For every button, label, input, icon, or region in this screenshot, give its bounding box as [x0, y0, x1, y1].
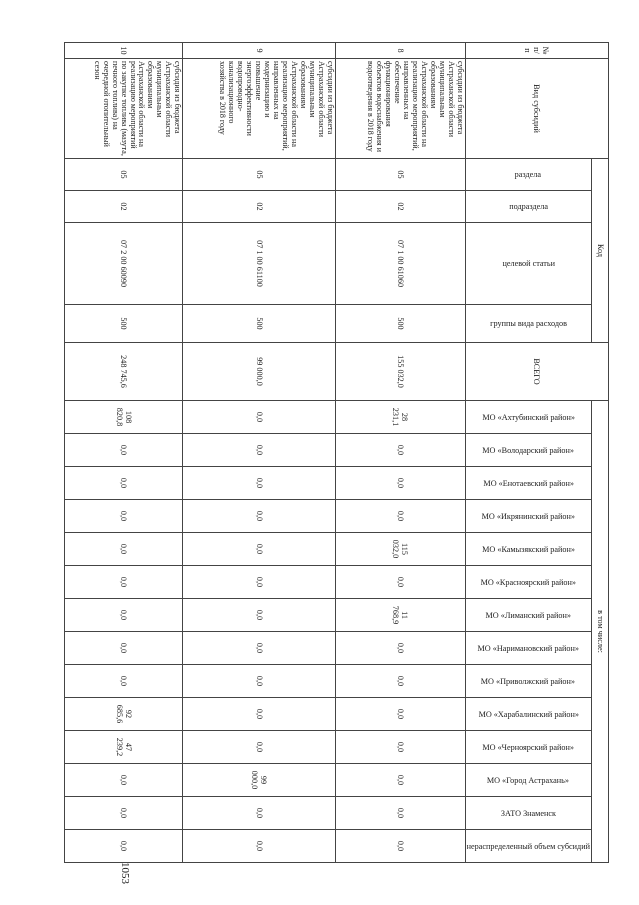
table-row: [335, 43, 465, 863]
header-code-subsection: подраздела: [465, 191, 591, 223]
header-code-target: целевой статьи: [465, 223, 591, 305]
row-value: 28 231,1: [335, 401, 465, 434]
row-subsection: 02: [65, 191, 183, 223]
row-section: 05: [183, 159, 336, 191]
row-value: 0,0: [335, 632, 465, 665]
header-municipality: МО «Харабалинский район»: [465, 698, 591, 731]
row-group: 500: [183, 305, 336, 343]
row-value: 0,0: [183, 533, 336, 566]
subsidy-table-rotated: [64, 42, 609, 862]
row-no: 9: [183, 43, 336, 59]
row-subsection: 02: [183, 191, 336, 223]
header-type: Вид субсидий: [465, 59, 608, 159]
row-value: 0,0: [65, 599, 183, 632]
header-municipality: МО «Ахтубинский район»: [465, 401, 591, 434]
row-value: 0,0: [335, 797, 465, 830]
row-value: 108 820,8: [65, 401, 183, 434]
header-municipality: МО «Город Астрахань»: [465, 764, 591, 797]
header-total: ВСЕГО: [465, 343, 608, 401]
row-value: 0,0: [335, 434, 465, 467]
row-value: 0,0: [335, 698, 465, 731]
header-code-section: раздела: [465, 159, 591, 191]
subsidy-table: [64, 42, 609, 863]
row-value: 0,0: [335, 830, 465, 863]
row-target: 07 1 00 61060: [335, 223, 465, 305]
row-value: 0,0: [183, 599, 336, 632]
row-no: 10: [65, 43, 183, 59]
header-municipality: МО «Лиманский район»: [465, 599, 591, 632]
header-unallocated: нераспределенный объем субсидий: [465, 830, 591, 863]
row-subsection: 02: [335, 191, 465, 223]
row-value: 99 000,0: [183, 764, 336, 797]
row-value: 0,0: [65, 632, 183, 665]
table-row: [183, 43, 336, 863]
header-code-group: Код: [592, 159, 609, 343]
row-target: 07 2 00 60090: [65, 223, 183, 305]
row-value: 0,0: [335, 467, 465, 500]
row-group: 500: [335, 305, 465, 343]
row-value: 115 032,0: [335, 533, 465, 566]
row-value: 0,0: [65, 467, 183, 500]
header-municipality: МО «Красноярский район»: [465, 566, 591, 599]
row-target: 07 1 00 61100: [183, 223, 336, 305]
header-municipality: МО «Наримановский район»: [465, 632, 591, 665]
row-value: 0,0: [65, 830, 183, 863]
row-value: 0,0: [183, 500, 336, 533]
row-value: 0,0: [65, 665, 183, 698]
header-municipality: МО «Камызякский район»: [465, 533, 591, 566]
row-description: субсидия из бюджета Астраханской области муниципальным образованиям Астраханской области на реализацию мероприятий по закупке топлива (мазута, печного топлива) на очередной отопительный сезон: [65, 59, 183, 159]
row-value: 0,0: [335, 731, 465, 764]
row-group: 500: [65, 305, 183, 343]
header-code-group-type: группы вида расходов: [465, 305, 591, 343]
row-value: 0,0: [183, 467, 336, 500]
row-total: 248 745,6: [65, 343, 183, 401]
row-total: 155 032,0: [335, 343, 465, 401]
row-value: 0,0: [183, 434, 336, 467]
header-including: в том числе:: [592, 401, 609, 863]
row-value: 0,0: [183, 731, 336, 764]
row-no: 8: [335, 43, 465, 59]
row-description: субсидии из бюджета Астраханской области муниципальным образованиям Астраханской области на реализацию мероприятий, направленных на обеспечение функционирования объектов водоснабжения и водоотведения в 2018 году: [335, 59, 465, 159]
header-municipality: МО «Енотаевский район»: [465, 467, 591, 500]
row-value: 0,0: [183, 665, 336, 698]
row-value: 0,0: [65, 533, 183, 566]
row-value: 0,0: [183, 401, 336, 434]
row-value: 0,0: [65, 434, 183, 467]
row-section: 05: [65, 159, 183, 191]
page-number: 1053: [119, 862, 131, 884]
row-value: 0,0: [65, 500, 183, 533]
row-value: 0,0: [183, 830, 336, 863]
row-value: 0,0: [335, 665, 465, 698]
row-value: 11 768,9: [335, 599, 465, 632]
header-municipality: МО «Приволжский район»: [465, 665, 591, 698]
row-value: 0,0: [65, 566, 183, 599]
row-total: 99 000,0: [183, 343, 336, 401]
header-municipality: МО «Икрянинский район»: [465, 500, 591, 533]
header-municipality: МО «Володарский район»: [465, 434, 591, 467]
row-value: 0,0: [183, 566, 336, 599]
row-value: 47 239,2: [65, 731, 183, 764]
row-value: 92 685,6: [65, 698, 183, 731]
table-row: [65, 43, 183, 863]
row-value: 0,0: [335, 764, 465, 797]
row-value: 0,0: [183, 797, 336, 830]
row-value: 0,0: [335, 500, 465, 533]
header-municipality: МО «Черноярский район»: [465, 731, 591, 764]
row-value: 0,0: [183, 632, 336, 665]
row-section: 05: [335, 159, 465, 191]
header-municipality: ЗАТО Знаменск: [465, 797, 591, 830]
row-value: 0,0: [335, 566, 465, 599]
row-value: 0,0: [65, 764, 183, 797]
header-no: № п/п: [465, 43, 608, 59]
row-value: 0,0: [183, 698, 336, 731]
row-description: субсидии из бюджета Астраханской области муниципальным образованиям Астраханской области на реализацию мероприятий, направленных на модернизацию и повышение энергоэффективности водопроводно-канализационного хозяйства в 2018 году: [183, 59, 336, 159]
row-value: 0,0: [65, 797, 183, 830]
